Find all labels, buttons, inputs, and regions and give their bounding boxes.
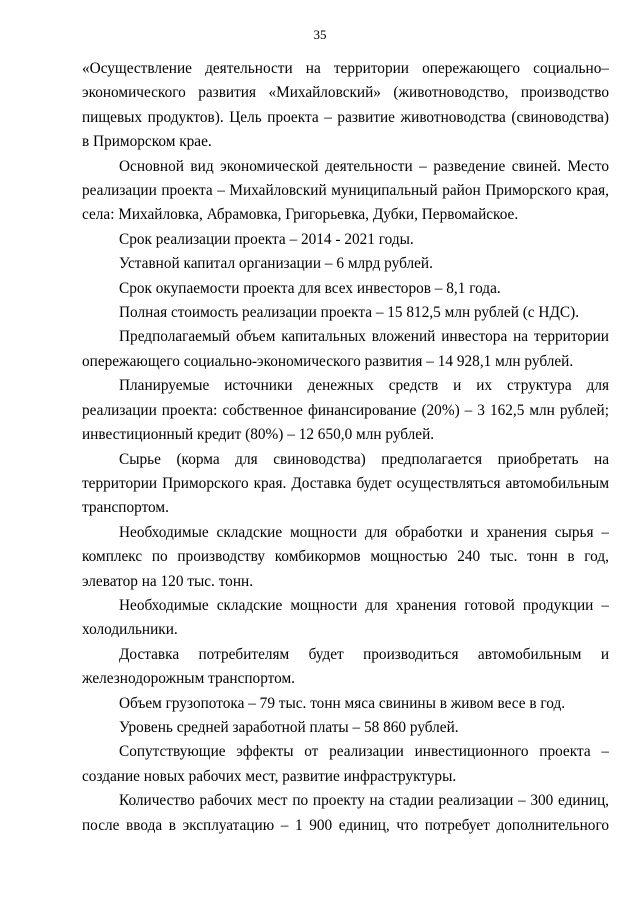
text-line: Предполагаемый объем капитальных вложений инвестора на территории	[119, 328, 609, 346]
paragraph-jobs-count	[82, 789, 609, 838]
text-line: Количество рабочих мест по проекту на стадии реализации – 300 единиц,	[119, 792, 609, 810]
text-line: Основной вид экономической деятельности – разведение свиней. Место	[119, 157, 609, 175]
paragraph-project-period	[82, 228, 609, 252]
text-line: Сопутствующие эффекты от реализации инвестиционного проекта –	[119, 743, 609, 761]
paragraph-delivery	[82, 643, 609, 692]
text-line: реализации проекта – Михайловский муниципальный район Приморского края,	[82, 182, 609, 200]
text-line: после ввода в эксплуатацию – 1 900 единиц, что потребует дополнительного	[82, 816, 609, 834]
text-line: Полная стоимость реализации проекта – 15 812,5 млн рублей (с НДС).	[119, 304, 580, 322]
text-line: реализации проекта: собственное финансирование (20%) – 3 162,5 млн рублей;	[82, 401, 609, 419]
paragraph-average-salary	[82, 716, 609, 740]
paragraph-side-effects	[82, 740, 609, 789]
text-line: Объем грузопотока – 79 тыс. тонн мяса свинины в живом весе в год.	[119, 694, 566, 712]
text-line: в Приморском крае.	[82, 133, 212, 151]
paragraph-main-activity	[82, 155, 609, 228]
paragraph-capital-investment	[82, 325, 609, 374]
text-line: Срок окупаемости проекта для всех инвесторов – 8,1 года.	[119, 279, 501, 297]
text-line: холодильники.	[82, 621, 178, 639]
text-line: инвестиционный кредит (80%) – 12 650,0 млн рублей.	[82, 426, 435, 444]
text-line: территории Приморского края. Доставка будет осуществляться автомобильным	[82, 474, 609, 492]
paragraph-product-storage	[82, 594, 609, 643]
page-number: 35	[313, 27, 327, 42]
paragraph-funding-sources	[82, 374, 609, 447]
text-line: транспортом.	[82, 499, 169, 517]
paragraph-raw-storage	[82, 521, 609, 594]
text-line: Планируемые источники денежных средств и их структура для	[119, 377, 609, 395]
text-line: Уровень средней заработной платы – 58 860 рублей.	[119, 718, 459, 736]
text-line: элеватор на 120 тыс. тонн.	[82, 572, 254, 590]
text-line: села: Михайловка, Абрамовка, Григорьевка, Дубки, Первомайское.	[82, 206, 519, 224]
text-line: комплекс по производству комбикормов мощностью 240 тыс. тонн в год,	[82, 548, 609, 566]
text-line: Срок реализации проекта – 2014 - 2021 годы.	[119, 230, 414, 248]
text-line: экономического развития «Михайловский» (животноводство, производство	[82, 84, 609, 102]
text-line: железнодорожным транспортом.	[82, 670, 295, 688]
paragraph-authorized-capital	[82, 252, 609, 276]
text-line: Доставка потребителям будет производиться автомобильным и	[119, 645, 609, 663]
paragraph-raw-materials	[82, 448, 609, 521]
paragraph-payback-period	[82, 277, 609, 301]
text-line: создание новых рабочих мест, развитие инфраструктуры.	[82, 767, 457, 785]
text-line: опережающего социально-экономического развития – 14 928,1 млн рублей.	[82, 352, 574, 370]
text-line: Уставной капитал организации – 6 млрд рублей.	[119, 255, 433, 273]
paragraph-cargo-volume	[82, 692, 609, 716]
text-line: Сырье (корма для свиноводства) предполагается приобретать на	[119, 450, 609, 468]
text-line: пищевых продуктов). Цель проекта – развитие животноводства (свиноводства)	[82, 108, 609, 126]
text-line: Необходимые складские мощности для обработки и хранения сырья –	[119, 523, 609, 541]
paragraph-project-title	[82, 57, 609, 155]
document-body	[82, 57, 609, 838]
text-line: «Осуществление деятельности на территории опережающего социально–	[82, 60, 609, 77]
paragraph-total-cost	[82, 301, 609, 325]
text-line: Необходимые складские мощности для хранения готовой продукции –	[119, 596, 609, 614]
